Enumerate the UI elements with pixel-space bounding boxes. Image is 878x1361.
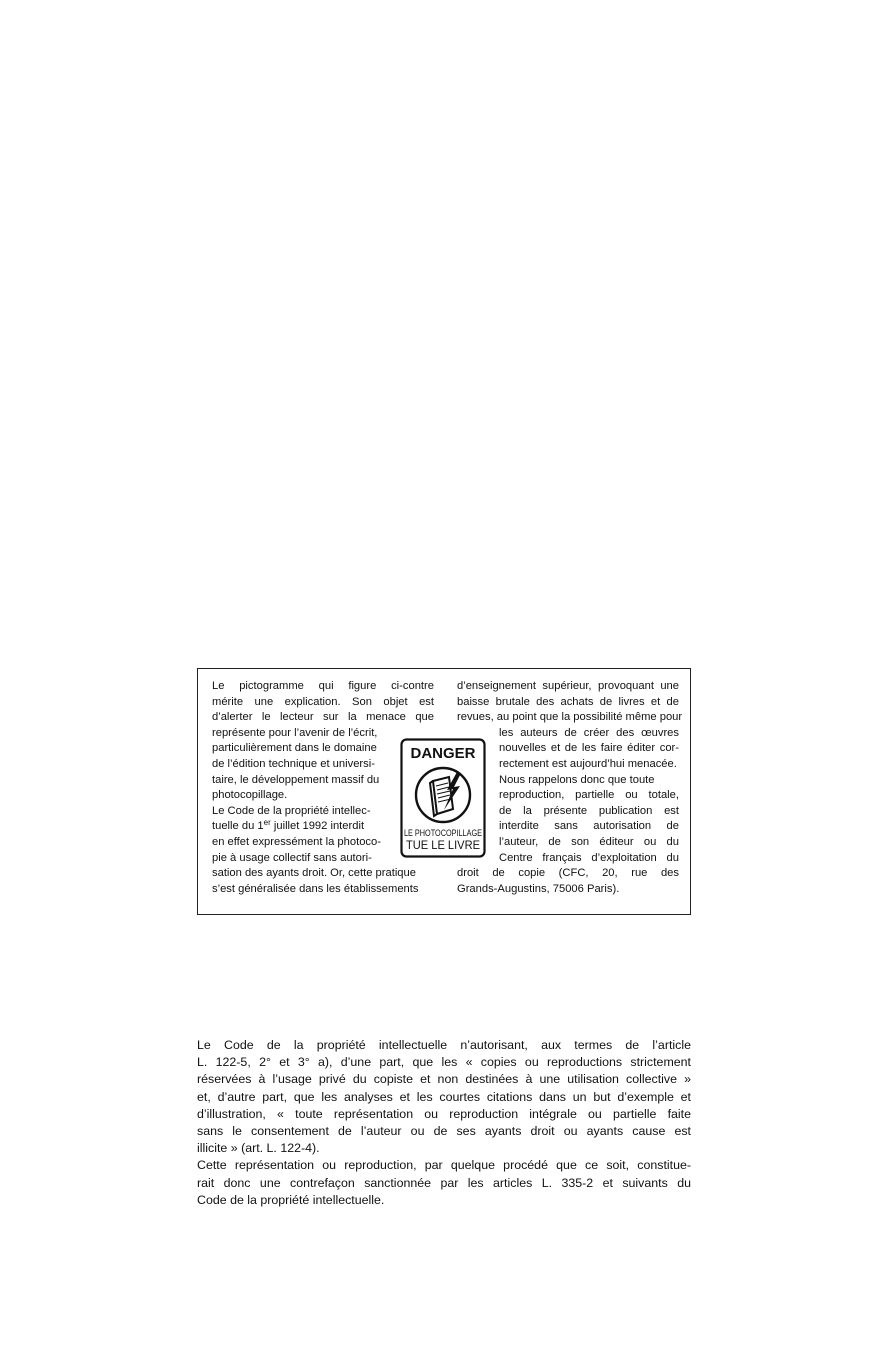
legal-line: sans le consentement de l’auteur ou de ses ayants droit ou ayants cause est [197, 1123, 691, 1138]
notice-left-line: s’est généralisée dans les établissements [212, 882, 419, 895]
notice-left-line: de l’édition technique et universi- [212, 757, 375, 770]
notice-left-line: taire, le développement massif du [212, 773, 380, 786]
legal-line: et, d’autre part, que les analyses et les courtes citations dans un but d’exemple et [197, 1089, 691, 1104]
danger-photocopillage-logo [400, 738, 486, 858]
notice-right-line: droit de copie (CFC, 20, rue des [457, 867, 679, 880]
notice-left-line: en effet expressément la photoco- [212, 835, 381, 848]
notice-left-line: Le pictogramme qui figure ci-contre [212, 680, 434, 692]
notice-right-line: nouvelles et de les faire éditer cor- [499, 742, 679, 755]
notice-left-line: pie à usage collectif sans autori- [212, 851, 372, 864]
notice-left-line: photocopillage. [212, 789, 288, 802]
notice-right-line: baisse brutale des achats de livres et de [457, 695, 679, 708]
legal-line: Code de la propriété intellectuelle. [197, 1192, 385, 1207]
notice-right-column [457, 679, 683, 897]
notice-right-line: les auteurs de créer des œuvres [499, 726, 679, 739]
danger-label: DANGER [410, 745, 476, 762]
notice-right-line: d’enseignement supérieur, provoquant une [457, 680, 679, 692]
photocopy-notice-box [197, 668, 691, 915]
notice-right-line: rectement est aujourd’hui menacée. [499, 757, 677, 770]
legal-line: d’illustration, « toute représentation ou reproduction intégrale ou partielle faite [197, 1106, 691, 1121]
notice-left-line: Le Code de la propriété intellec- [212, 804, 371, 817]
notice-left-line: représente pour l’avenir de l’écrit, [212, 726, 378, 739]
notice-left-line: particulièrement dans le domaine [212, 742, 377, 755]
notice-right-line: interdite sans autorisation de [499, 820, 679, 833]
notice-right-line: Grands-Augustins, 75006 Paris). [457, 882, 620, 895]
ordinal-rest: juillet 1992 interdit [270, 820, 365, 833]
ordinal-prefix: tuelle du 1 [212, 820, 264, 833]
legal-line: illicite » (art. L. 122-4). [197, 1141, 320, 1156]
notice-right-line: Centre français d’exploitation du [499, 851, 679, 864]
notice-right-line: reproduction, partielle ou totale, [499, 789, 679, 802]
legal-line: L. 122-5, 2° et 3° a), d’une part, que les « copies ou reproductions strictement [197, 1055, 691, 1070]
legal-line: Le Code de la propriété intellectuelle n’autorisant, aux termes de l’article [197, 1038, 691, 1052]
logo-line-1: LE PHOTOCOPILLAGE [404, 828, 482, 838]
legal-line: rait donc une contrefaçon sanctionnée par les articles L. 335-2 et suivants du [197, 1175, 691, 1190]
notice-right-line: l’auteur, de son éditeur ou du [499, 835, 679, 848]
legal-line: réservées à l’usage privé du copiste et non destinées à une utilisation collective » [197, 1072, 691, 1087]
notice-left-line: sation des ayants droit. Or, cette pratique [212, 867, 416, 880]
notice-right-line: Nous rappelons donc que toute [499, 773, 655, 786]
copyright-legal-paragraphs [197, 1037, 691, 1209]
logo-line-2: TUE LE LIVRE [406, 838, 480, 852]
notice-left-line-ordinal [212, 819, 392, 835]
notice-left-line: mérite une explication. Son objet est [212, 695, 434, 708]
notice-right-line: revues, au point que la possibilité même pour [457, 711, 683, 724]
legal-line: Cette représentation ou reproduction, par quelque procédé que ce soit, constitue- [197, 1158, 691, 1173]
notice-left-line: d’alerter le lecteur sur la menace que [212, 711, 434, 724]
notice-right-line: de la présente publication est [499, 804, 679, 817]
ordinal-superscript: er [263, 818, 271, 828]
